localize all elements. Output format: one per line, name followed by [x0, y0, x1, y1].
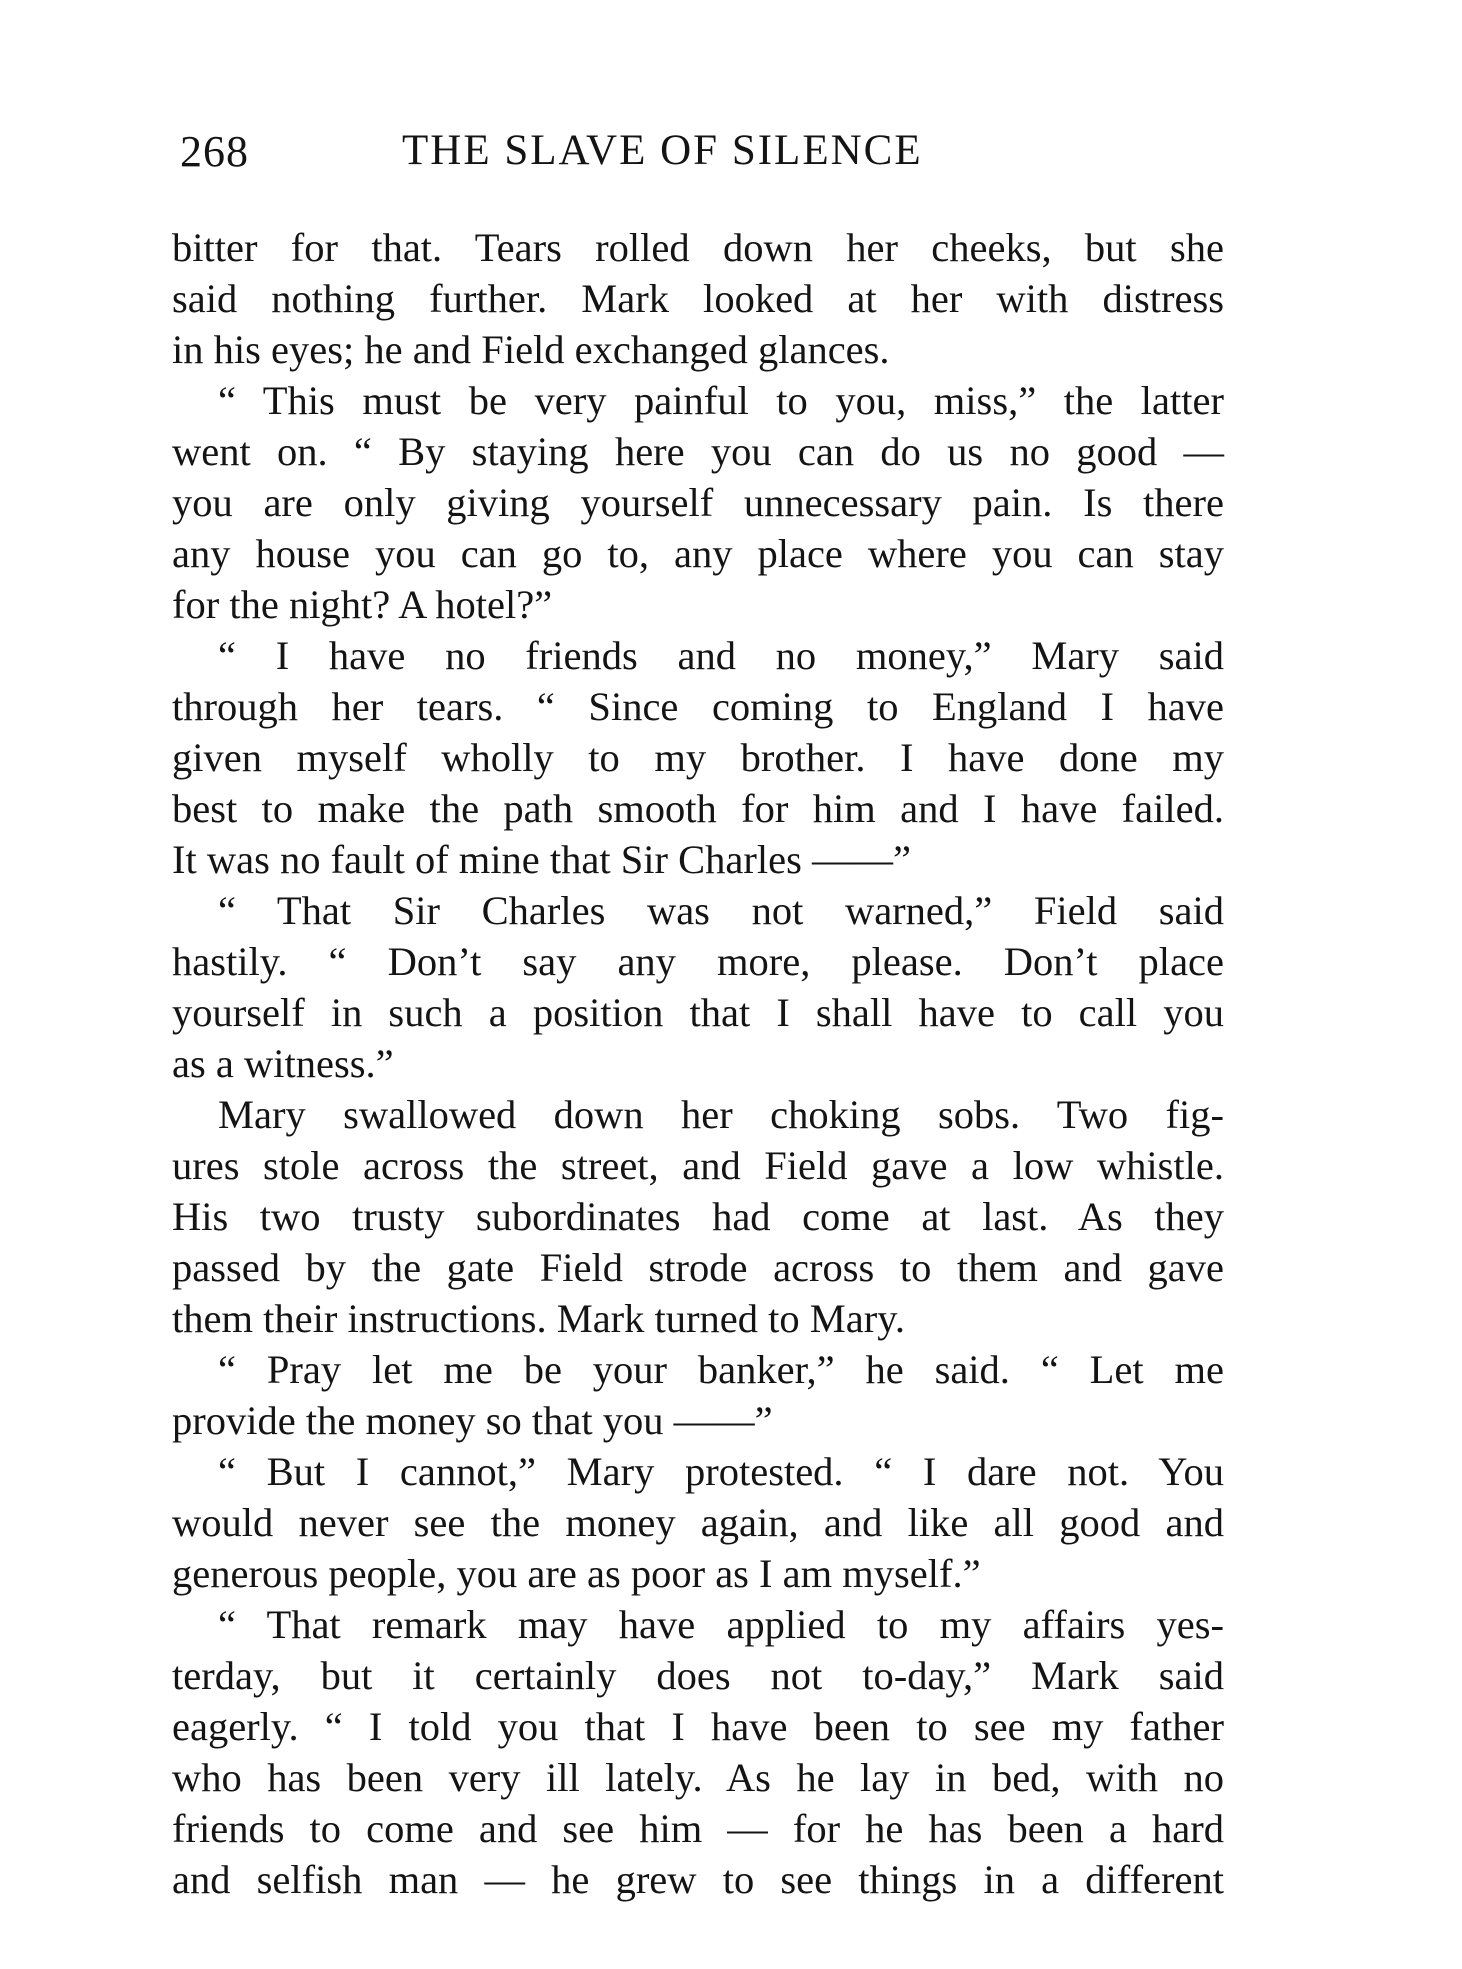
- text-line: said nothing further. Mark looked at her with distress: [172, 276, 1224, 321]
- text-line: you are only giving yourself unnecessary pain. Is there: [172, 480, 1224, 525]
- text-line: and selfish man — he grew to see things in a different: [172, 1857, 1224, 1902]
- text-line: who has been very ill lately. As he lay in bed, with no: [172, 1755, 1224, 1800]
- text-line: best to make the path smooth for him and I have failed.: [172, 786, 1224, 831]
- text-line: generous people, you are as poor as I am myself.”: [172, 1551, 981, 1596]
- text-line: would never see the money again, and like all good and: [172, 1500, 1224, 1545]
- text-line: hastily. “ Don’t say any more, please. Don’t place: [172, 939, 1224, 984]
- text-line: “ This must be very painful to you, miss,” the latter: [218, 378, 1224, 423]
- running-title: THE SLAVE OF SILENCE: [402, 127, 923, 174]
- text-line: through her tears. “ Since coming to England I have: [172, 684, 1224, 729]
- text-line: terday, but it certainly does not to-day,” Mark said: [172, 1653, 1224, 1698]
- text-line: as a witness.”: [172, 1041, 394, 1086]
- text-line: any house you can go to, any place where you can stay: [172, 531, 1224, 576]
- text-line: passed by the gate Field strode across to them and gave: [172, 1245, 1224, 1290]
- text-line: It was no fault of mine that Sir Charles ——”: [172, 837, 911, 882]
- body-text: [172, 222, 1224, 1905]
- text-line: His two trusty subordinates had come at last. As they: [172, 1194, 1224, 1239]
- text-line: yourself in such a position that I shall have to call you: [172, 990, 1224, 1035]
- text-line: “ Pray let me be your banker,” he said. “ Let me: [218, 1347, 1224, 1392]
- text-line: friends to come and see him — for he has been a hard: [172, 1806, 1224, 1851]
- text-line: “ I have no friends and no money,” Mary said: [218, 633, 1224, 678]
- page-number: 268: [180, 127, 249, 176]
- text-line: them their instructions. Mark turned to Mary.: [172, 1296, 905, 1341]
- text-line: provide the money so that you ——”: [172, 1398, 773, 1443]
- running-header: [180, 126, 1050, 186]
- text-line: in his eyes; he and Field exchanged glances.: [172, 327, 890, 372]
- text-line: ures stole across the street, and Field gave a low whistle.: [172, 1143, 1224, 1188]
- text-line: bitter for that. Tears rolled down her cheeks, but she: [172, 225, 1224, 270]
- text-line: “ But I cannot,” Mary protested. “ I dare not. You: [218, 1449, 1224, 1494]
- text-line: given myself wholly to my brother. I have done my: [172, 735, 1224, 780]
- text-line: Mary swallowed down her choking sobs. Two fig-: [218, 1092, 1224, 1137]
- text-line: “ That Sir Charles was not warned,” Field said: [218, 888, 1224, 933]
- text-line: eagerly. “ I told you that I have been to see my father: [172, 1704, 1224, 1749]
- text-line: went on. “ By staying here you can do us no good —: [172, 429, 1224, 474]
- text-line: “ That remark may have applied to my affairs yes-: [218, 1602, 1224, 1647]
- text-line: for the night? A hotel?”: [172, 582, 553, 627]
